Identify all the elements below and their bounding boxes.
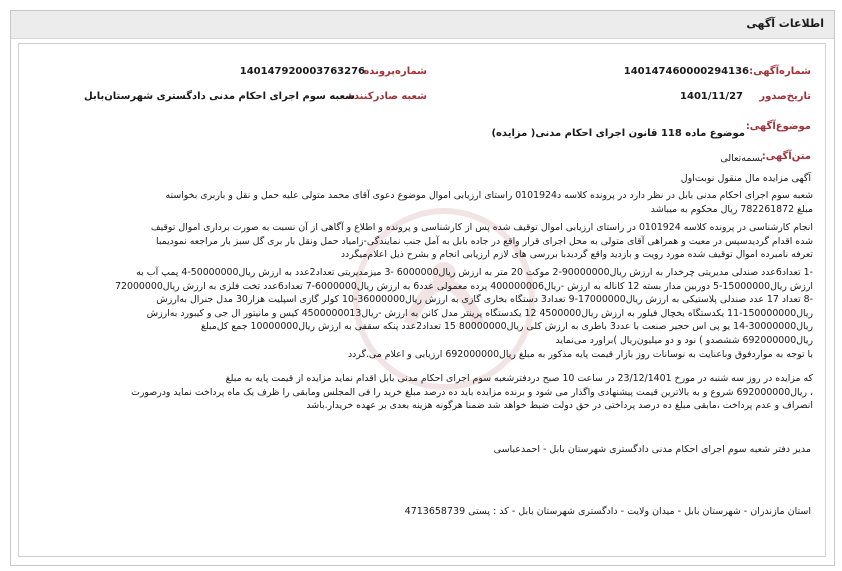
issuer-value: شعبه سوم اجرای احکام مدنی دادگستری شهرستان‌بابل <box>84 91 355 102</box>
address: استان مازندران - شهرستان بابل - میدان ولایت - دادگستری شهرستان بابل - کد : پستی 4713658739 <box>404 506 811 517</box>
notice-content <box>18 43 826 557</box>
text-line: با توجه به موارد‌فوق وباعنایت به نوسانات روز بازار قیمت پایه مذکور به مبلغ ریال692000000 ارزیابی و اعلام می.گردد <box>347 348 813 360</box>
paragraph-inspection <box>23 221 813 262</box>
issue-date-label: تاریخ‌صدور <box>759 91 811 102</box>
paragraph-terms <box>23 372 813 413</box>
text-line: که مزایده در روز سه شنبه در مورخ 23/12/1401 در ساعت 10 صبح دردفترشعبه سوم اجرای احکام مدنی بابل اقدام نماید مزایده از قیمت پایه به مبلغ <box>225 373 813 384</box>
text-line: -1 تعداد6عدد صندلی مدیریتی چرخدار به ارزش ریال90000000-2 موکت 20 متر به ارزش ریال6000000 -3 میزمدیریتی تعداد2عدد به ارزش ریال50000000-4 پمپ آب به <box>136 267 813 278</box>
text-line: ریال30000000-14 یو پی اس حجیر صنعت با عدد3 باطری به ارزش کلی ریال80000000 15 تعداد2عدد پنکه سقفی به ارزش ریال10000000 جمع کل‌مبلغ <box>200 321 813 333</box>
text-line: شعبه سوم اجرای احکام مدنی بابل در نظر دارد در پرونده کلاسه د0101924 راستای ارزیابی اموال موضوع دعوی آقای محمد متولی علیه حمل و نقل و باربری بخواسته <box>165 190 813 201</box>
text-line: ریال692000000 ششصدو ) نود و دو میلیون‌ریال )براورد می‌نماید <box>555 334 813 346</box>
notice-heading: آگهی مزایده مال منقول نوبت‌اول <box>680 173 811 184</box>
paragraph-case <box>23 189 813 216</box>
bismillah: بسمه‌تعالی <box>720 153 763 164</box>
text-line: ، ریال692000000 شروع و به بالاترین قیمت پیشنهادی واگذار می شود و برنده مزایده باید ده درصد مبلغ خرید را فی المجلس ومابقی را ظرف یک ماه پرداخت نماید ودرصورت <box>131 386 813 398</box>
subject-label: موضوع‌آگهی: <box>745 121 811 132</box>
text-line: انجام کارشناسی در پرونده کلاسه 0101924 در راستای ارزیابی اموال توقیف شده پس از کارشناسی و پرونده و اطلاع و آگاهی از آن نسبت به صورت برداری اموال توقیف <box>150 222 813 233</box>
text-line: انصراف و عدم پرداخت ،مابقی مبلغ ده درصد پرداختی در حق دولت ضبط خواهد شد ضمنا هرگونه هزینه بعدی بر عهده خریدار.باشد <box>306 400 813 412</box>
text-line: -8 تعداد 17 عدد صندلی پلاستیکی به ارزش ریال17000000-9 تعداد3 دستگاه بخاری گازی به ارزش ریال36000000-10 کولر گازی اسپلیت هزار30 مدل جنرال به‌ارزش <box>156 294 813 306</box>
ad-number-label: شماره‌آگهی: <box>749 66 811 77</box>
text-line: مبلغ 782261872 ریال محکوم به میباشد <box>650 203 813 215</box>
panel-header <box>11 11 834 39</box>
paragraph-items <box>23 266 813 361</box>
file-number-value: 140147920003763276 <box>239 66 365 77</box>
ad-number-value: 140147460000294136 <box>623 66 749 77</box>
issue-date-value: 1401/11/27 <box>680 91 743 102</box>
text-line: تعرفه نامبرده اموال توقیف شده مورد رویت و بازدید واقع گردیدبا بررسی های لازم ارزیابی انجام و بشرح ذیل اعلام‌میگردد <box>340 249 813 261</box>
file-number-label: شماره‌پرونده <box>363 66 427 77</box>
issuer-label: شعبه صادر‌کننده <box>347 91 427 102</box>
signature: مدیر دفتر شعبه سوم اجرای احکام مدنی دادگستری شهرستان بابل - احمدعباسی <box>493 444 811 455</box>
notice-panel <box>10 10 835 566</box>
text-line: ارزش ریال15000000-5 دوربین مدار بسته 12 کاناله به ارزش -ریال400000006 پرده معمولی عدد6 به ارزش ریال6000000-7 تعداد6عدد تخت فلزی به ارزش ریال72000000 <box>115 280 813 292</box>
body-label: متن‌آگهی: <box>761 151 811 162</box>
panel-title: اطلاعات آگهی <box>746 17 824 30</box>
text-line: ریال150000000-11 یکدستگاه یخچال فیلور به ارزش ریال4500000 12 یکدستگاه پرینتر مدل کانن به ارزش -ریال4500000013 کیس و مانیتور ال جی و کیبورد به‌ارزش <box>146 307 813 319</box>
subject-value: موضوع ماده 118 قانون اجرای احکام مدنی( مزایده) <box>491 128 745 139</box>
text-line: شده اقدام گردیدسپس در معیت و همراهی آقای متولی به محل اجرای قرار واقع در جاده بابل به آمل جنب نمایندگی-زامیاد حمل ونقل بار بری گل سبز بار مراجعه نمودیمبا <box>155 235 813 247</box>
